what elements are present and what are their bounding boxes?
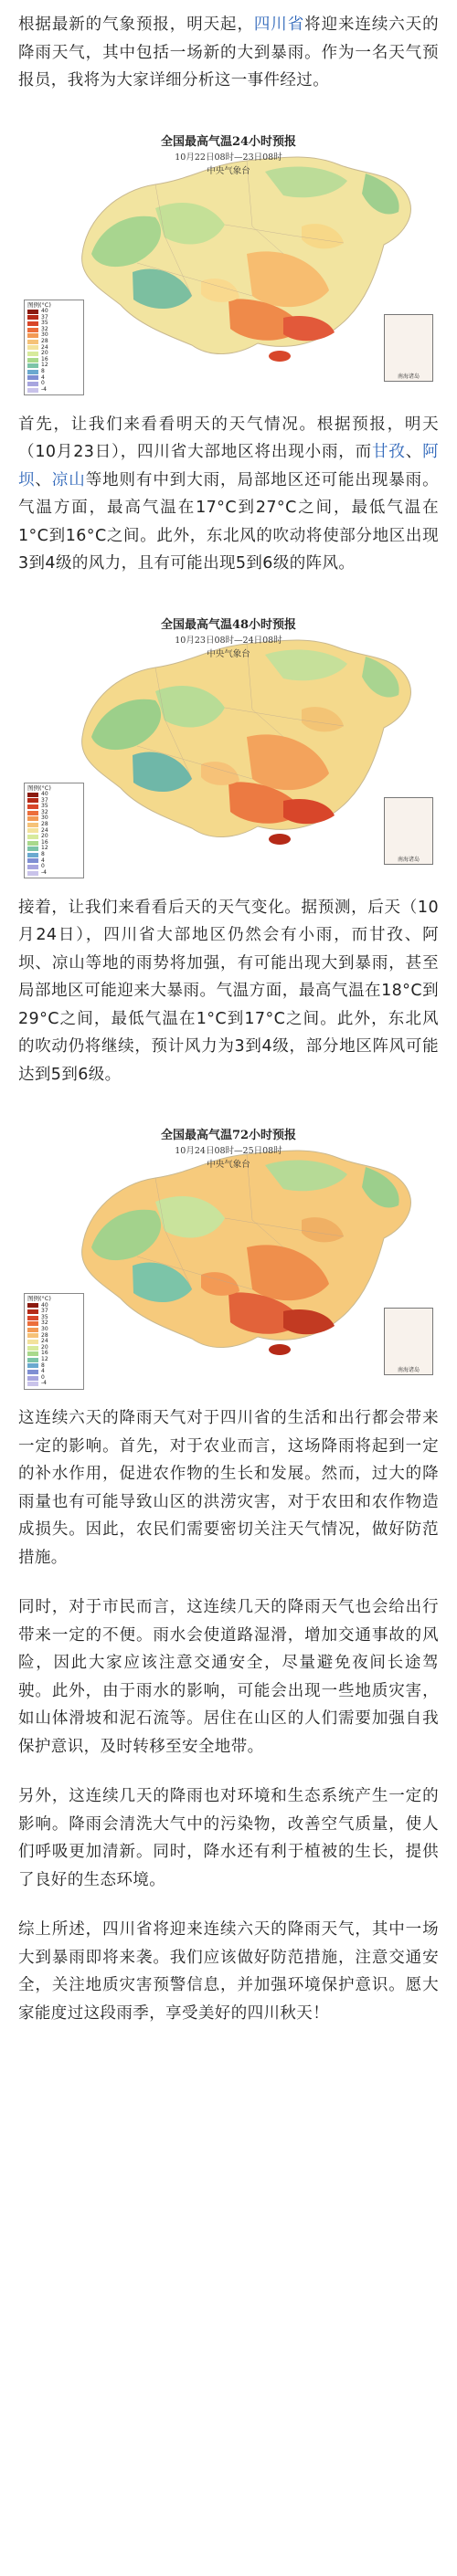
legend-row [27,792,80,798]
legend-row [27,1320,80,1327]
legend-swatch [27,370,38,374]
legend-row [27,810,80,816]
legend-swatch [27,315,38,320]
legend-title: 图例(°C) [27,783,51,792]
text: 首先，让我们来看看明天的天气情况。根据预报，明天（10月23日），四川省大部地区将出现小雨，而 [18,415,439,461]
legend-row [27,858,80,865]
south-sea-inset [384,1308,433,1375]
link-ganzi[interactable]: 甘孜 [372,443,406,461]
paragraph-tomorrow [18,411,439,578]
legend-swatch [27,1358,38,1362]
legend-swatch [27,363,38,368]
legend-swatch [27,1363,38,1368]
legend-rows [27,309,80,393]
legend-swatch [27,816,38,821]
text: 根据最新的气象预报，明天起， [18,16,254,34]
south-sea-inset [384,314,433,382]
legend-label: 0 [41,863,45,870]
legend-swatch [27,340,38,344]
link-sichuan[interactable]: 四川省 [253,16,305,34]
legend-label: 0 [41,380,45,387]
south-sea-inset [384,797,433,865]
paragraph-intro [18,11,439,95]
text: 将迎来连续六天的降雨天气，其中包括一场新的大到暴雨。作为一名天气预报员，我将为大家详细分析这一事件经过。 [18,16,439,89]
inset-label: 南海诸岛 [397,856,420,863]
paragraph-day-after: 接着，让我们来看看后天的天气变化。据预测，后天（10月24日），四川省大部地区仍然会有小雨，而甘孜、阿坝、凉山等地的雨势将加强，有可能出现大到暴雨，甚至局部地区可能迎来大暴雨。气温方面，最高气温在18°C到29°C之间，最低气温在1°C到17°C之间。此外，东北风的吹动仍将继续，预计风力为3到4级，部分地区阵风可能达到5到6级。 [18,898,439,1084]
legend-label: 30 [41,331,48,339]
legend-rows [27,792,80,876]
legend-row [27,357,80,363]
link-liangshan[interactable]: 凉山 [51,470,86,489]
legend-label: 28 [41,821,48,828]
legend-row [27,1303,80,1309]
legend-row [27,339,80,345]
legend-label: 40 [41,791,48,798]
legend-swatch [27,321,38,326]
legend-swatch [27,823,38,827]
legend-swatch [27,846,38,851]
legend-label: 8 [41,368,45,375]
legend-swatch [27,1321,38,1326]
legend-label: 12 [41,1355,48,1362]
legend-label: 20 [41,350,48,357]
legend-swatch [27,1316,38,1320]
legend-label: 30 [41,815,48,822]
map-time: 10月23日08时—24日08时 [175,635,282,646]
legend-label: 37 [41,313,48,321]
legend-swatch [27,835,38,839]
legend-label: 35 [41,1313,48,1320]
link-aba[interactable]: 阿坝 [18,443,439,489]
legend-label: 40 [41,1301,48,1309]
legend-swatch [27,1370,38,1374]
legend-swatch [27,1328,38,1332]
legend-row [27,1351,80,1357]
legend-swatch [27,333,38,338]
legend-row [27,840,80,846]
legend-swatch [27,352,38,356]
legend-row [27,332,80,339]
legend-label: 12 [41,845,48,852]
map-image-24h [18,117,439,393]
legend-swatch [27,865,38,869]
legend-label: 20 [41,833,48,840]
legend-swatch [27,841,38,846]
legend-row [27,381,80,387]
text: 、 [405,443,423,461]
map-title: 全国最高气温24小时预报 [160,134,297,149]
legend-row [27,1339,80,1345]
map-time: 10月24日08时—25日08时 [175,1146,282,1156]
legend-row [27,1375,80,1382]
legend-swatch [27,388,38,393]
legend-row [27,828,80,835]
legend-row [27,321,80,327]
paragraph-impact-environment: 另外，这连续几天的降雨也对环境和生态系统产生一定的影响。降雨会清洗大气中的污染物，改善空气质量，使人们呼吸更加清新。同时，降水还有利于植被的生长，提供了良好的生态环境。 [18,1787,439,1889]
legend-swatch [27,382,38,386]
legend-swatch [27,328,38,332]
legend-swatch [27,1382,38,1386]
legend-swatch [27,858,38,863]
legend-swatch [27,358,38,363]
legend-swatch [27,811,38,815]
legend-row [27,345,80,352]
legend-label: 16 [41,355,48,363]
map-image-48h [18,600,439,876]
legend-row [27,870,80,877]
legend-title: 图例(°C) [27,1295,51,1302]
legend-row [27,309,80,315]
inset-label: 南海诸岛 [397,373,420,380]
legend-row [27,1369,80,1375]
map-org: 中央气象台 [207,648,250,659]
legend-row [27,1381,80,1387]
legend-swatch [27,871,38,876]
paragraph-impact-agriculture: 这连续六天的降雨天气对于四川省的生活和出行都会带来一定的影响。首先，对于农业而言，这场降雨将起到一定的补水作用，促进农作物的生长和发展。然而，过大的降雨量也有可能导致山区的洪涝灾害，对于农田和农作物造成损失。因此，农民们需要密切关注天气情况，做好防范措施。 [18,1409,439,1567]
legend-label: -4 [41,868,47,876]
legend-label: 8 [41,851,45,858]
legend-row [27,315,80,321]
legend-label: 4 [41,1368,45,1375]
legend-label: 20 [41,1343,48,1351]
legend-row [27,327,80,333]
legend-swatch [27,1303,38,1308]
legend-row [27,846,80,852]
legend-swatch [27,793,38,797]
legend-swatch [27,828,38,833]
legend-row [27,822,80,828]
legend-label: 32 [41,808,48,815]
legend-swatch [27,1346,38,1351]
legend-swatch [27,1351,38,1356]
legend-row [27,1327,80,1333]
legend-row [27,351,80,357]
legend-swatch [27,375,38,380]
legend-row [27,798,80,804]
legend-label: 24 [41,343,48,351]
legend-row [27,804,80,810]
legend-label: 35 [41,803,48,810]
map-time: 10月22日08时—23日08时 [175,152,282,163]
paragraph-summary: 综上所述，四川省将迎来连续六天的降雨天气，其中一场大到暴雨即将来袭。我们应该做好防范措施，注意交通安全，关注地质灾害预警信息，并加强环境保护意识。愿大家能度过这段雨季，享受美好的四川秋天！ [18,1920,439,2023]
legend-row [27,1345,80,1351]
legend-title: 图例(°C) [27,300,51,309]
legend-swatch [27,310,38,314]
legend-label: 28 [41,1331,48,1339]
legend-label: 8 [41,1362,45,1369]
legend-row [27,363,80,369]
map-org: 中央气象台 [207,1160,250,1170]
map-title: 全国最高气温72小时预报 [160,1129,297,1142]
legend-swatch [27,1376,38,1381]
legend-row [27,1363,80,1370]
paragraph-impact-citizens: 同时，对于市民而言，这连续几天的降雨天气也会给出行带来一定的不便。雨水会使道路湿滑，增加交通事故的风险，因此大家应该注意交通安全，尽量避免夜间长途驾驶。此外，由于雨水的影响，可能会出现一些地质灾害，如山体滑坡和泥石流等。居住在山区的人们需要加强自我保护意识，及时转移至安全地带。 [18,1598,439,1756]
legend-swatch [27,1340,38,1344]
inset-label: 南海诸岛 [397,1367,420,1373]
legend-label: 16 [41,1350,48,1357]
legend-swatch [27,798,38,803]
legend-swatch [27,1309,38,1314]
legend-label: 16 [41,838,48,846]
legend-row [27,1333,80,1340]
legend-label: 32 [41,1320,48,1327]
text: 等地则有中到大雨，局部地区还可能出现暴雨。气温方面，最高气温在17°C到27°C之间，最低气温在1°C到16°C之间。此外，东北风的吹动将使部分地区出现3到4级的风力，且有可能出现5到6级的阵风。 [18,470,439,573]
legend-row [27,834,80,840]
legend-label: 24 [41,826,48,834]
legend-row [27,387,80,394]
legend-swatch [27,345,38,350]
legend-row [27,1309,80,1315]
legend-swatch [27,804,38,809]
legend-label: -4 [41,1380,47,1387]
legend-label: 0 [41,1373,45,1381]
legend-label: 24 [41,1338,48,1345]
legend-label: -4 [41,385,47,393]
legend-row [27,375,80,382]
legend-label: 35 [41,320,48,327]
legend-row [27,369,80,375]
map-legend [24,300,84,396]
legend-label: 4 [41,857,45,864]
legend-label: 4 [41,373,45,381]
legend-label: 30 [41,1325,48,1332]
text: 、 [35,470,52,489]
legend-label: 40 [41,308,48,315]
legend-row [27,852,80,858]
legend-row [27,1357,80,1363]
map-image-72h [18,1110,439,1387]
legend-label: 37 [41,796,48,804]
legend-label: 32 [41,325,48,332]
legend-label: 28 [41,338,48,345]
legend-rows [27,1303,80,1387]
legend-label: 12 [41,362,48,369]
map-legend [24,783,84,879]
map-title: 全国最高气温48小时预报 [160,617,297,632]
map-org: 中央气象台 [207,165,250,176]
legend-row [27,1315,80,1321]
map-legend [24,1293,84,1390]
legend-label: 37 [41,1308,48,1315]
legend-row [27,815,80,822]
legend-row [27,864,80,870]
legend-swatch [27,1333,38,1338]
legend-swatch [27,853,38,857]
